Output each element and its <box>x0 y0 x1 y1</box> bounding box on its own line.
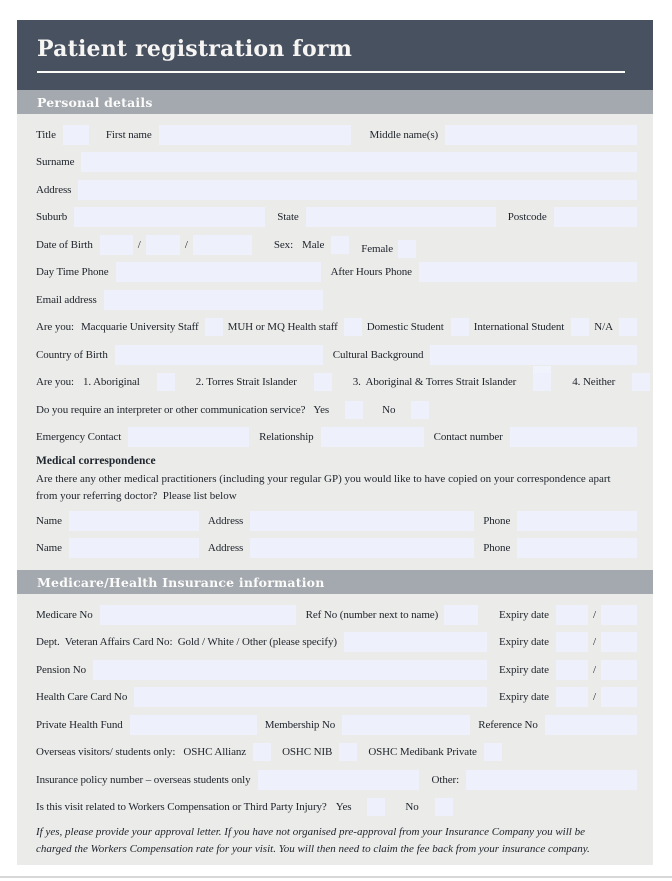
sex-label: Sex: <box>273 238 294 251</box>
are-you-label: Are you: <box>36 321 74 334</box>
interpreter-no-label: No <box>382 403 396 416</box>
workers-comp-no-label: No <box>405 801 419 814</box>
dva-label: Dept. Veteran Affairs Card No: Gold / White / Other (please specify) <box>36 636 337 649</box>
row-name <box>36 121 637 149</box>
dva-expiry-group <box>499 632 637 652</box>
aboriginal-tsi-label: 3. Aboriginal & Torres Strait Islander <box>352 376 517 389</box>
first-name-input[interactable] <box>159 125 351 145</box>
mc-address-input-1[interactable] <box>250 511 474 531</box>
row-suburb <box>36 204 637 232</box>
day-phone-input[interactable] <box>116 262 321 282</box>
row-dob-sex <box>36 231 637 259</box>
interpreter-label: Do you require an interpreter or other communication service? <box>36 403 306 416</box>
state-input[interactable] <box>306 207 496 227</box>
mc-row-2 <box>36 535 637 563</box>
mc-phone-input-1[interactable] <box>517 511 637 531</box>
medicare-expiry-label: Expiry date <box>499 608 549 621</box>
dob-year-input[interactable] <box>193 235 252 255</box>
insurance-policy-label: Insurance policy number – overseas students only <box>36 773 251 786</box>
insurance-policy-input[interactable] <box>258 770 419 790</box>
female-group <box>361 240 416 258</box>
other-label: Other: <box>431 773 460 786</box>
slash-separator: / <box>592 636 596 649</box>
workers-comp-note: If yes, please provide your approval letter. If you have not organised pre-approval from your Insurance Company you will be charged the Workers Compensation rate for your visit. You will then need to claim the fee back from your insurance company. <box>36 826 590 855</box>
tsi-label: 2. Torres Strait Islander <box>195 376 297 389</box>
muh-staff-label: MUH or MQ Health staff <box>227 321 338 334</box>
male-label: Male <box>302 238 325 251</box>
row-email <box>36 286 637 314</box>
health-care-card-input[interactable] <box>134 687 487 707</box>
emergency-contact-input[interactable] <box>128 427 249 447</box>
ref-no-input[interactable] <box>444 605 478 625</box>
hcc-expiry-label: Expiry date <box>499 691 549 704</box>
oshc-nib-checkbox[interactable] <box>339 743 357 761</box>
dob-month-input[interactable] <box>146 235 180 255</box>
private-health-fund-input[interactable] <box>130 715 257 735</box>
ref-no-label: Ref No (number next to name) <box>305 608 439 621</box>
row-workers-comp <box>36 794 637 822</box>
dob-day-input[interactable] <box>100 235 133 255</box>
domestic-student-group <box>367 318 469 336</box>
medicare-heading: Medicare/Health Insurance information <box>37 574 325 590</box>
row-medicare-no <box>36 601 637 629</box>
tsi-checkbox[interactable] <box>314 373 332 391</box>
page-bottom-edge <box>0 876 672 878</box>
dva-card-input[interactable] <box>344 632 487 652</box>
personal-details-body <box>17 114 653 570</box>
oshc-medibank-label: OSHC Medibank Private <box>368 746 477 759</box>
interpreter-yes-label: Yes <box>313 403 330 416</box>
medical-correspondence-heading: Medical correspondence <box>36 454 156 467</box>
state-label: State <box>277 211 299 224</box>
reference-no-label: Reference No <box>478 718 538 731</box>
male-checkbox[interactable] <box>331 236 349 254</box>
domestic-student-checkbox[interactable] <box>451 318 469 336</box>
atsi-prompt-label: Are you: <box>36 376 74 389</box>
na-group <box>594 318 637 336</box>
email-input[interactable] <box>104 290 323 310</box>
address-label: Address <box>36 183 72 196</box>
medicare-expiry-year-input[interactable] <box>601 605 637 625</box>
mq-staff-label: Macquarie University Staff <box>81 321 199 334</box>
slash-separator: / <box>592 663 596 676</box>
membership-no-label: Membership No <box>264 718 336 731</box>
female-checkbox[interactable] <box>398 240 416 258</box>
row-insurance-policy <box>36 766 637 794</box>
dva-expiry-month-input[interactable] <box>556 632 588 652</box>
na-checkbox[interactable] <box>619 318 637 336</box>
mc-name-input-2[interactable] <box>69 538 199 558</box>
address-input[interactable] <box>78 180 637 200</box>
suburb-input[interactable] <box>74 207 265 227</box>
relationship-input[interactable] <box>321 427 424 447</box>
title-input[interactable] <box>63 125 89 145</box>
middle-name-input[interactable] <box>445 125 637 145</box>
mq-staff-checkbox[interactable] <box>205 318 223 336</box>
hcc-expiry-group <box>499 687 637 707</box>
pension-expiry-month-input[interactable] <box>556 660 588 680</box>
dob-label: Date of Birth <box>36 238 93 251</box>
first-name-label: First name <box>105 128 152 141</box>
form-header <box>17 20 653 90</box>
interpreter-yes-checkbox[interactable] <box>345 401 363 419</box>
reference-no-input[interactable] <box>545 715 637 735</box>
mc-address-input-2[interactable] <box>250 538 474 558</box>
muh-staff-checkbox[interactable] <box>344 318 362 336</box>
slash-separator: / <box>184 238 188 251</box>
row-dva <box>36 629 637 657</box>
row-affiliation <box>36 314 637 342</box>
mc-name-input-1[interactable] <box>69 511 199 531</box>
email-label: Email address <box>36 293 97 306</box>
row-health-care-card <box>36 684 637 712</box>
after-hours-phone-input[interactable] <box>419 262 637 282</box>
pension-expiry-group <box>499 660 637 680</box>
country-of-birth-input[interactable] <box>115 345 323 365</box>
row-atsi <box>36 369 637 397</box>
slash-separator: / <box>592 691 596 704</box>
row-pension <box>36 656 637 684</box>
surname-input[interactable] <box>81 152 637 172</box>
postcode-input[interactable] <box>554 207 637 227</box>
international-student-checkbox[interactable] <box>571 318 589 336</box>
mc-phone-label-2: Phone <box>483 542 511 555</box>
pension-expiry-label: Expiry date <box>499 663 549 676</box>
medicare-expiry-month-input[interactable] <box>556 605 588 625</box>
medicare-body <box>17 594 653 865</box>
row-interpreter <box>36 396 637 424</box>
title-label: Title <box>36 128 56 141</box>
pension-no-input[interactable] <box>93 660 487 680</box>
pension-no-label: Pension No <box>36 663 87 676</box>
mc-address-label-1: Address <box>207 514 244 527</box>
neither-label: 4. Neither <box>572 376 616 389</box>
row-emergency <box>36 424 637 452</box>
workers-comp-label: Is this visit related to Workers Compensation or Third Party Injury? <box>36 801 327 814</box>
aboriginal-label: 1. Aboriginal <box>83 376 140 389</box>
personal-details-heading: Personal details <box>37 94 153 110</box>
aboriginal-checkbox[interactable] <box>157 373 175 391</box>
international-student-label: International Student <box>473 321 565 334</box>
section-personal-details <box>17 90 653 114</box>
workers-comp-yes-checkbox[interactable] <box>367 798 385 816</box>
row-phones <box>36 259 637 287</box>
contact-number-label: Contact number <box>433 431 503 444</box>
slash-separator: / <box>137 238 141 251</box>
mc-row-1 <box>36 507 637 535</box>
oshc-nib-label: OSHC NIB <box>282 746 333 759</box>
membership-no-input[interactable] <box>342 715 470 735</box>
title-underline <box>37 71 625 73</box>
section-medicare <box>17 570 653 594</box>
workers-comp-no-checkbox[interactable] <box>435 798 453 816</box>
interpreter-no-checkbox[interactable] <box>411 401 429 419</box>
middle-name-label: Middle name(s) <box>369 128 439 141</box>
contact-number-input[interactable] <box>510 427 637 447</box>
row-address <box>36 176 637 204</box>
hcc-expiry-month-input[interactable] <box>556 687 588 707</box>
mc-address-label-2: Address <box>207 542 244 555</box>
aboriginal-tsi-checkbox[interactable] <box>533 373 551 391</box>
dva-expiry-year-input[interactable] <box>601 632 637 652</box>
na-label: N/A <box>594 321 613 334</box>
health-care-card-label: Health Care Card No <box>36 691 128 704</box>
medicare-no-input[interactable] <box>100 605 296 625</box>
female-label: Female <box>361 242 394 255</box>
oshc-medibank-checkbox[interactable] <box>484 743 502 761</box>
mq-staff-group <box>36 318 223 336</box>
row-birth-culture <box>36 341 637 369</box>
country-of-birth-label: Country of Birth <box>36 348 108 361</box>
cultural-background-input[interactable] <box>430 345 637 365</box>
overseas-prompt-label: Overseas visitors/ students only: <box>36 746 176 759</box>
row-oshc <box>36 739 637 767</box>
oshc-allianz-checkbox[interactable] <box>253 743 271 761</box>
private-health-fund-label: Private Health Fund <box>36 718 123 731</box>
day-phone-label: Day Time Phone <box>36 266 109 279</box>
medicare-expiry-group <box>499 605 637 625</box>
row-surname <box>36 149 637 177</box>
form-title: Patient registration form <box>37 36 353 62</box>
suburb-label: Suburb <box>36 211 68 224</box>
workers-comp-yes-label: Yes <box>335 801 352 814</box>
medicare-no-label: Medicare No <box>36 608 93 621</box>
international-student-group <box>474 318 589 336</box>
mc-name-label-2: Name <box>36 542 62 555</box>
surname-label: Surname <box>36 156 75 169</box>
muh-staff-group <box>228 318 362 336</box>
medical-correspondence-description: Are there any other medical practitioners (including your regular GP) you would like to have copied on your correspondence apart from your referring doctor? Please list below <box>36 473 614 502</box>
mc-phone-input-2[interactable] <box>517 538 637 558</box>
patient-registration-form <box>17 20 653 865</box>
pension-expiry-year-input[interactable] <box>601 660 637 680</box>
postcode-label: Postcode <box>507 211 547 224</box>
relationship-label: Relationship <box>259 431 314 444</box>
domestic-student-label: Domestic Student <box>366 321 444 334</box>
mc-phone-label-1: Phone <box>483 514 511 527</box>
oshc-allianz-label: OSHC Allianz <box>183 746 247 759</box>
emergency-contact-label: Emergency Contact <box>36 431 122 444</box>
slash-separator: / <box>592 608 596 621</box>
mc-name-label-1: Name <box>36 514 62 527</box>
after-hours-phone-label: After Hours Phone <box>330 266 412 279</box>
neither-checkbox[interactable] <box>632 373 650 391</box>
hcc-expiry-year-input[interactable] <box>601 687 637 707</box>
other-input[interactable] <box>466 770 637 790</box>
row-private-fund <box>36 711 637 739</box>
dva-expiry-label: Expiry date <box>499 636 549 649</box>
cultural-background-label: Cultural Background <box>332 348 424 361</box>
